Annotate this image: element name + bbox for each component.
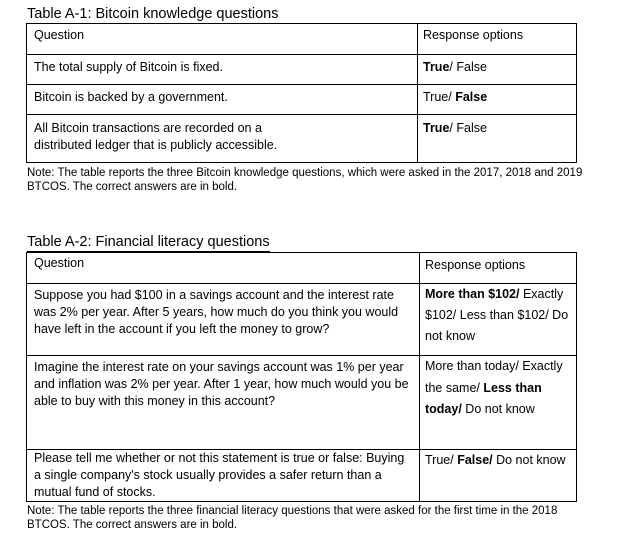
header-response-options: Response options (417, 24, 576, 54)
table-row (27, 449, 576, 502)
question-cell: All Bitcoin transactions are recorded on a distributed ledger that is publicly accessible. (34, 121, 278, 152)
table-row (27, 84, 576, 115)
header-question: Question (34, 256, 85, 270)
table-header-row (27, 24, 576, 54)
header-question: Question (34, 28, 85, 42)
question-cell: The total supply of Bitcoin is fixed. (34, 60, 223, 74)
table-a2-title: Table A-2: Financial literacy questions (27, 234, 270, 250)
table-row (27, 355, 576, 450)
table-a1-title: Table A-1: Bitcoin knowledge questions (27, 6, 279, 22)
table-a2-note: Note: The table reports the three financial literacy questions that were asked for the first time in the 2018 BTCOS. The correct answers are in bold. (27, 505, 558, 531)
question-cell: Bitcoin is backed by a government. (34, 90, 228, 104)
table-a1-note: Note: The table reports the three Bitcoin knowledge questions, which were asked in the 2017, 2018 and 2019 BTCOS. The correct answers are in bold. (27, 167, 583, 193)
answer-cell: True/ False (417, 85, 576, 115)
answer-cell: True/ False/ Do not know (419, 450, 576, 502)
table-a1 (26, 23, 577, 163)
answer-cell: True/ False (417, 55, 576, 85)
table-row (27, 54, 576, 85)
question-cell: Suppose you had $100 in a savings account and the interest rate was 2% per year. After 5 years, how much do you think you would have left in the account if you left the money to grow? (34, 288, 399, 336)
table-row (27, 114, 576, 163)
answer-cell: True/ False (417, 115, 576, 163)
header-response-options: Response options (419, 253, 576, 283)
answer-cell: More than $102/ Exactly $102/ Less than $102/ Do not know (419, 284, 576, 356)
table-row (27, 283, 576, 356)
question-cell: Imagine the interest rate on your savings account was 1% per year and inflation was 2% per year. After 1 year, how much would you be able to buy with this money in this account? (34, 360, 409, 408)
answer-cell: More than today/ Exactly the same/ Less than today/ Do not know (419, 356, 576, 450)
table-header-row (27, 253, 576, 283)
table-a2 (26, 252, 577, 502)
question-cell: Please tell me whether or not this statement is true or false: Buying a single company's stock usually provides a safer return than a mutual fund of stocks. (34, 451, 405, 499)
